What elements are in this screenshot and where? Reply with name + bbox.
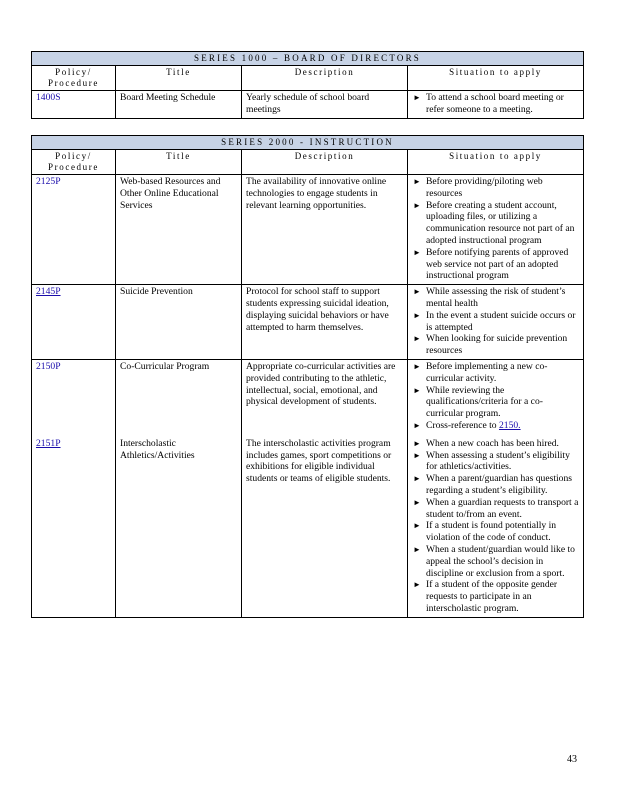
situation-item: ► Before implementing a new co-curricular activity. [413, 360, 548, 384]
situation-column-header: Situation to apply [408, 66, 584, 91]
policy-description: Protocol for school staff to support students expressing suicidal ideation, displaying suicidal behaviors or have attempted to harm themselves. [242, 285, 408, 360]
policy-title: Board Meeting Schedule [116, 91, 242, 119]
series-1000-header: SERIES 1000 – BOARD OF DIRECTORS [32, 52, 584, 66]
policy-description: The interscholastic activities program includes games, sport competitions or exhibitions for eligible individual students or teams of eligible students. [242, 434, 408, 617]
policy-code: 1400S [36, 92, 61, 103]
situation-item: ► If a student is found potentially in violation of the code of conduct. [413, 520, 557, 544]
bullet-icon: ► [413, 420, 421, 430]
situation-item: ► In the event a student suicide occurs or is attempted [413, 309, 576, 333]
policy-code: 2150P [36, 360, 61, 372]
policy-code-link[interactable]: 2145P [36, 286, 61, 298]
situation-item: ► If a student of the opposite gender requests to participate in an interscholastic program. [413, 579, 558, 614]
policy-description: Appropriate co-curricular activities are provided contributing to the athletic, intellectual, social, emotional, and physical development of students. [242, 359, 408, 433]
policy-title: Interscholastic Athletics/Activities [116, 434, 242, 617]
bullet-icon: ► [413, 177, 421, 186]
bullet-icon: ► [413, 580, 421, 590]
bullet-icon: ► [413, 385, 421, 395]
policy-description: The availability of innovative online technologies to engage students in relevant learning opportunities. [242, 175, 408, 285]
bullet-icon: ► [413, 474, 421, 484]
table-row [32, 175, 584, 285]
policy-description: Yearly schedule of school board meetings [242, 91, 408, 119]
situation-item: ► Before providing/piloting web resources [413, 176, 543, 199]
series-2000-table [31, 135, 584, 618]
situation-item: ► When assessing a student’s eligibility for athletics/activities. [413, 449, 570, 473]
title-column-header: Title [116, 66, 242, 91]
page-number: 43 [567, 754, 577, 765]
table-row [32, 285, 584, 360]
series-2000-header: SERIES 2000 - INSTRUCTION [32, 136, 584, 150]
bullet-icon: ► [413, 361, 421, 371]
cross-reference-link[interactable]: 2150. [498, 419, 521, 431]
situation-item: ► When a guardian requests to transport a student to/from an event. [413, 496, 579, 520]
bullet-icon: ► [413, 438, 421, 448]
description-column-header: Description [242, 150, 408, 175]
situation-item: ► Before notifying parents of approved web service not part of an adopted instructional program [413, 246, 569, 282]
bullet-icon: ► [413, 247, 421, 257]
bullet-icon: ► [413, 200, 421, 210]
situation-item: ► Cross-reference to 2150. [413, 419, 521, 431]
policy-column-header: Policy/ Procedure [32, 150, 116, 175]
situation-item: ► While reviewing the qualifications/criteria for a co-curricular program. [413, 384, 543, 420]
table-row [32, 91, 584, 119]
situation-item: ► When a new coach has been hired. [413, 437, 559, 449]
series-1000-table [31, 51, 584, 119]
situation-item: ► When a parent/guardian has questions regarding a student’s eligibility. [413, 473, 572, 496]
title-column-header: Title [116, 150, 242, 175]
bullet-icon: ► [413, 334, 421, 344]
situation-item: ► While assessing the risk of student’s mental health [413, 286, 566, 309]
policy-title: Web-based Resources and Other Online Educational Services [116, 175, 242, 285]
description-column-header: Description [242, 66, 408, 91]
table-row [32, 359, 584, 433]
bullet-icon: ► [413, 544, 421, 554]
bullet-icon: ► [413, 287, 421, 297]
situation-item: ► Before creating a student account, uploading files, or utilizing a communication resource not part of an adopted instructional program [413, 199, 575, 246]
situation-item: ► When a student/guardian would like to appeal the school’s decision in discipline or exclusion from a sport. [413, 543, 575, 579]
policy-code-link[interactable]: 2151P [36, 437, 61, 449]
bullet-icon: ► [413, 310, 421, 320]
situation-column-header: Situation to apply [408, 150, 584, 175]
policy-column-header: Policy/ Procedure [32, 66, 116, 91]
bullet-icon: ► [413, 521, 421, 531]
situation-item: ► When looking for suicide prevention resources [413, 333, 568, 357]
policy-title: Co-Curricular Program [116, 359, 242, 433]
policy-code: 2125P [36, 176, 61, 187]
table-row [32, 434, 584, 617]
bullet-icon: ► [413, 93, 421, 102]
policy-title: Suicide Prevention [116, 285, 242, 360]
bullet-icon: ► [413, 450, 421, 460]
bullet-icon: ► [413, 497, 421, 507]
situation-item: ► To attend a school board meeting or refer someone to a meeting. [413, 92, 564, 115]
